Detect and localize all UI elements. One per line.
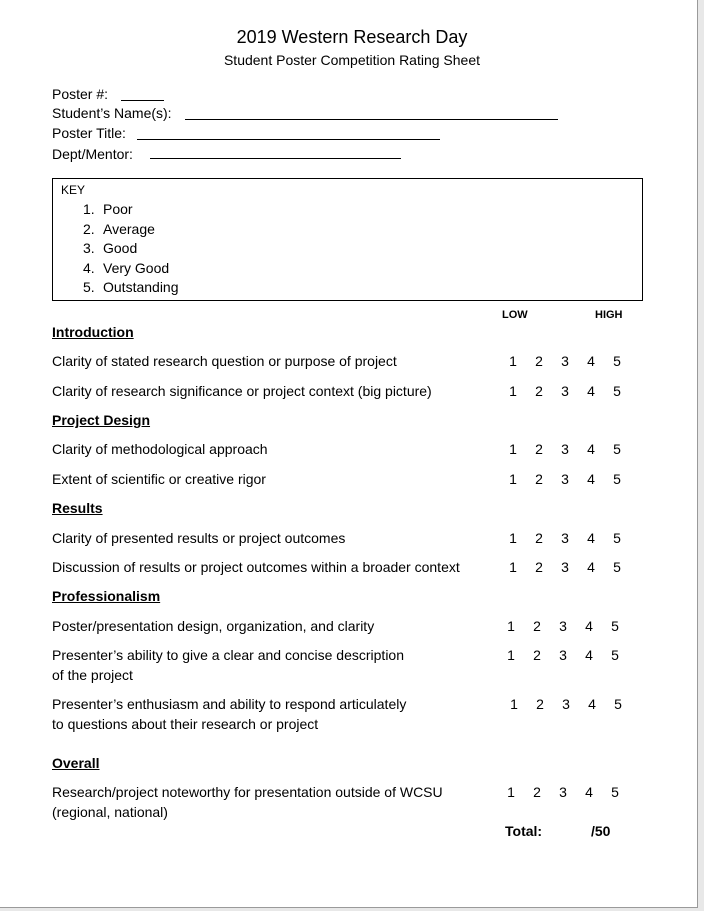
rating-option-4[interactable]: 4 [587, 383, 595, 399]
rating-option-3[interactable]: 3 [561, 353, 569, 369]
rating-option-1[interactable]: 1 [509, 471, 517, 487]
rating-option-2[interactable]: 2 [535, 530, 543, 546]
key-box [52, 178, 643, 301]
key-item: 5. Outstanding [83, 279, 179, 295]
scale-high-label: HIGH [595, 309, 623, 321]
rating-option-1[interactable]: 1 [509, 441, 517, 457]
section-heading-results: Results [52, 500, 103, 516]
dept-mentor-label: Dept/Mentor: [52, 146, 133, 162]
key-item: 3. Good [83, 240, 138, 256]
section-heading-overall: Overall [52, 755, 100, 771]
rating-option-5[interactable]: 5 [614, 696, 622, 712]
rating-option-5[interactable]: 5 [613, 441, 621, 457]
rating-option-2[interactable]: 2 [533, 784, 541, 800]
poster-title-blank[interactable] [137, 139, 440, 140]
rating-option-4[interactable]: 4 [587, 353, 595, 369]
total-value[interactable]: /50 [591, 823, 611, 839]
criterion-text-continued: to questions about their research or project [52, 716, 319, 732]
student-names-blank[interactable] [185, 119, 558, 120]
criterion-text: Presenter’s enthusiasm and ability to respond articulately [52, 696, 407, 712]
section-heading-project-design: Project Design [52, 412, 151, 428]
rating-option-3[interactable]: 3 [561, 530, 569, 546]
rating-option-4[interactable]: 4 [587, 471, 595, 487]
key-item: 2. Average [83, 221, 155, 237]
criterion-text: Clarity of methodological approach [52, 441, 268, 457]
criterion-text: Poster/presentation design, organization, and clarity [52, 618, 375, 634]
rating-option-4[interactable]: 4 [587, 559, 595, 575]
rating-option-5[interactable]: 5 [613, 471, 621, 487]
rating-option-2[interactable]: 2 [533, 647, 541, 663]
rating-option-2[interactable]: 2 [535, 471, 543, 487]
student-names-label: Student’s Name(s): [52, 105, 172, 121]
poster-number-blank[interactable] [121, 100, 164, 101]
rating-option-1[interactable]: 1 [507, 647, 515, 663]
rating-option-5[interactable]: 5 [611, 618, 619, 634]
total-label: Total: [505, 823, 543, 839]
rating-option-4[interactable]: 4 [587, 530, 595, 546]
rating-option-4[interactable]: 4 [587, 441, 595, 457]
criterion-text: Clarity of presented results or project outcomes [52, 530, 346, 546]
scale-low-label: LOW [502, 309, 528, 321]
rating-option-4[interactable]: 4 [585, 618, 593, 634]
rating-option-2[interactable]: 2 [536, 696, 544, 712]
criterion-text: Clarity of stated research question or purpose of project [52, 353, 397, 369]
rating-option-3[interactable]: 3 [561, 471, 569, 487]
page-edge-shadow-right [698, 0, 704, 911]
rating-option-1[interactable]: 1 [507, 618, 515, 634]
key-item: 4. Very Good [83, 260, 170, 276]
rating-option-4[interactable]: 4 [585, 784, 593, 800]
document-title: 2019 Western Research Day [236, 27, 468, 47]
rating-option-3[interactable]: 3 [562, 696, 570, 712]
section-heading-introduction: Introduction [52, 324, 134, 340]
rating-option-5[interactable]: 5 [611, 784, 619, 800]
rating-option-2[interactable]: 2 [535, 353, 543, 369]
rating-option-4[interactable]: 4 [588, 696, 596, 712]
criterion-text: Presenter’s ability to give a clear and concise description [52, 647, 405, 663]
rating-option-3[interactable]: 3 [561, 383, 569, 399]
rating-option-4[interactable]: 4 [585, 647, 593, 663]
rating-option-1[interactable]: 1 [509, 559, 517, 575]
criterion-text-continued: (regional, national) [52, 804, 168, 820]
rating-option-3[interactable]: 3 [559, 647, 567, 663]
poster-number-label: Poster #: [52, 86, 109, 102]
rating-option-2[interactable]: 2 [533, 618, 541, 634]
section-heading-professionalism: Professionalism [52, 588, 161, 604]
criterion-text-continued: of the project [52, 667, 133, 683]
rating-option-1[interactable]: 1 [509, 530, 517, 546]
rating-option-3[interactable]: 3 [559, 784, 567, 800]
criterion-text: Clarity of research significance or project context (big picture) [52, 383, 432, 399]
rating-option-2[interactable]: 2 [535, 383, 543, 399]
rating-option-5[interactable]: 5 [613, 353, 621, 369]
rating-option-5[interactable]: 5 [613, 530, 621, 546]
rating-option-3[interactable]: 3 [561, 559, 569, 575]
criterion-text: Research/project noteworthy for presentation outside of WCSU [52, 784, 443, 800]
poster-title-label: Poster Title: [52, 125, 126, 141]
document-subtitle: Student Poster Competition Rating Sheet [223, 52, 481, 68]
rating-option-5[interactable]: 5 [613, 383, 621, 399]
rating-option-3[interactable]: 3 [561, 441, 569, 457]
criterion-text: Extent of scientific or creative rigor [52, 471, 266, 487]
criterion-text: Discussion of results or project outcomes within a broader context [52, 559, 460, 575]
key-item: 1. Poor [83, 201, 133, 217]
rating-option-1[interactable]: 1 [509, 353, 517, 369]
rating-option-2[interactable]: 2 [535, 559, 543, 575]
rating-option-2[interactable]: 2 [535, 441, 543, 457]
rating-option-3[interactable]: 3 [559, 618, 567, 634]
rating-option-1[interactable]: 1 [510, 696, 518, 712]
rating-option-5[interactable]: 5 [611, 647, 619, 663]
key-label: KEY [61, 183, 86, 197]
rating-option-1[interactable]: 1 [509, 383, 517, 399]
rating-option-1[interactable]: 1 [507, 784, 515, 800]
dept-mentor-blank[interactable] [150, 158, 401, 159]
rating-option-5[interactable]: 5 [613, 559, 621, 575]
